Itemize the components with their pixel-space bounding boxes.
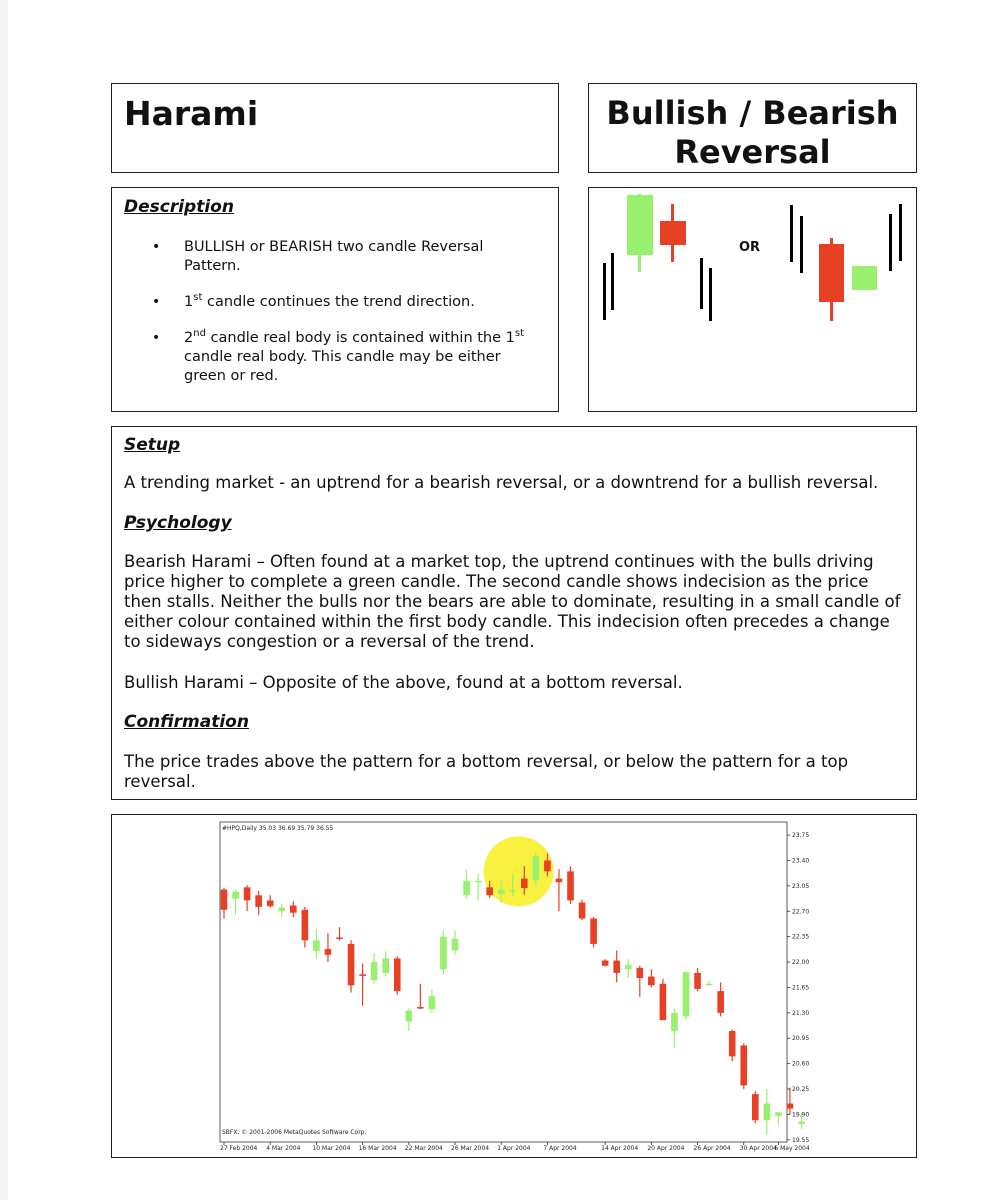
trend-stick (800, 216, 803, 273)
candle-body (267, 900, 274, 906)
x-tick-label: 16 Mar 2004 (358, 1145, 397, 1152)
y-tick-label: 23.05 (792, 882, 810, 890)
chart-header: #HPQ,Daily 35.03 36.69 35.79 36.55 (222, 825, 334, 832)
pattern-title: Harami (124, 94, 259, 133)
x-tick-label: 27 Feb 2004 (220, 1145, 258, 1152)
harami-highlight (484, 836, 554, 906)
x-tick-label: 26 Mar 2004 (451, 1145, 490, 1152)
x-tick-label: 22 Mar 2004 (404, 1145, 443, 1152)
candle-body (740, 1045, 747, 1085)
candle-body (509, 890, 516, 892)
bullet-sup: st (514, 328, 525, 340)
harami-mother-candle (627, 195, 653, 255)
candle-body (602, 961, 609, 966)
y-tick-label: 20.25 (792, 1086, 810, 1094)
pattern-illustration (589, 188, 915, 410)
pattern-type: Bullish / Bearish Reversal (606, 94, 899, 171)
y-tick-label: 20.60 (792, 1060, 810, 1068)
list-item (112, 329, 558, 386)
title-box (111, 83, 559, 173)
candle-body (440, 937, 447, 970)
candle-body (729, 1031, 736, 1056)
psychology-bullish-text: Bullish Harami – Opposite of the above, found at a bottom reversal. (124, 673, 683, 692)
confirmation-heading: Confirmation (124, 712, 249, 732)
bullet-text: 2 (184, 330, 194, 346)
candle-body (394, 958, 401, 991)
candlestick-chart (112, 815, 915, 1156)
candle-body (406, 1011, 413, 1022)
candle-body (521, 879, 528, 888)
y-tick-label: 19.90 (792, 1111, 810, 1119)
chart-box (111, 814, 917, 1158)
candle-body (463, 881, 470, 896)
candle-body (325, 949, 332, 955)
bullet-icon: • (152, 294, 161, 310)
y-tick-label: 22.00 (792, 959, 810, 967)
candle-body (798, 1122, 805, 1124)
candle-body (556, 879, 563, 883)
candle-body (221, 889, 228, 909)
y-tick-label: 19.55 (792, 1136, 810, 1144)
candle-body (648, 977, 655, 986)
candle-body (717, 991, 724, 1013)
candle-body (278, 908, 285, 912)
candle-body (417, 1007, 424, 1009)
x-tick-label: 30 Apr 2004 (739, 1145, 777, 1152)
trend-stick (790, 205, 793, 262)
bullet-text: 1 (184, 294, 194, 310)
candle-body (544, 860, 551, 871)
bullet-text: candle real body is contained within the 1 (205, 330, 515, 346)
explanation-box (111, 426, 917, 800)
candle-body (671, 1013, 678, 1031)
candle-body (302, 910, 309, 940)
y-tick-label: 23.40 (792, 857, 810, 865)
candle-body (452, 939, 459, 951)
harami-mother-candle (819, 244, 844, 302)
candle-body (290, 905, 297, 912)
candle-body (660, 984, 667, 1020)
or-label: OR (739, 240, 761, 255)
list-item (112, 238, 558, 276)
candle-body (787, 1104, 794, 1109)
confirmation-text: The price trades above the pattern for a bottom reversal, or below the pattern for a top reversal. (124, 752, 849, 791)
y-tick-label: 21.30 (792, 1009, 810, 1017)
y-tick-label: 23.75 (792, 832, 810, 840)
harami-inside-candle (852, 266, 877, 290)
x-tick-label: 1 Apr 2004 (497, 1145, 531, 1152)
x-tick-label: 6 May 2004 (774, 1145, 810, 1152)
candle-body (371, 962, 378, 980)
description-list (112, 238, 558, 403)
trend-stick (603, 263, 606, 320)
candle-body (429, 996, 436, 1009)
candle-body (348, 944, 355, 985)
psychology-heading: Psychology (124, 513, 232, 533)
candle-body (475, 881, 482, 883)
harami-inside-candle (660, 221, 686, 245)
candle-body (498, 889, 505, 893)
candle-body (579, 903, 586, 919)
trend-stick (611, 253, 614, 310)
candle-body (764, 1104, 771, 1121)
bullet-text: candle real body. This candle may be either green or red. (184, 349, 501, 384)
candle-body (382, 958, 389, 973)
x-tick-label: 7 Apr 2004 (543, 1145, 577, 1152)
description-heading: Description (124, 197, 234, 217)
candle-body (752, 1094, 759, 1120)
bullet-sup: nd (193, 328, 206, 340)
candle-body (694, 973, 701, 989)
bullet-sup: st (193, 292, 203, 304)
psychology-bearish-text: Bearish Harami – Often found at a market top, the uptrend continues with the bulls driving price higher to complete a green candle. The second candle shows indecision as the price then stalls. Neither the bulls nor the bears are able to dominate, resulting in a small candle of either colour contained within the first body candle. This indecision often precedes a change to sideways congestion or a reversal of the trend. (124, 552, 901, 651)
candle-body (567, 871, 574, 900)
list-item (112, 293, 558, 312)
candle-body (359, 974, 366, 976)
candle-body (625, 965, 632, 969)
x-tick-label: 14 Apr 2004 (601, 1145, 639, 1152)
candle-body (255, 895, 262, 907)
trend-stick (700, 258, 703, 309)
y-tick-label: 22.70 (792, 908, 810, 916)
pattern-illustration-box (588, 187, 917, 412)
page (8, 0, 991, 1200)
setup-text: A trending market - an uptrend for a bearish reversal, or a downtrend for a bullish reversal. (124, 473, 879, 492)
candle-body (232, 892, 239, 899)
bullet-icon: • (152, 330, 161, 346)
x-tick-label: 10 Mar 2004 (312, 1145, 351, 1152)
y-tick-label: 20.95 (792, 1035, 810, 1043)
candle-body (683, 972, 690, 1016)
setup-heading: Setup (124, 435, 181, 455)
trend-stick (889, 214, 892, 271)
x-tick-label: 26 Apr 2004 (693, 1145, 731, 1152)
trend-stick (899, 204, 902, 261)
chart-footer: SBFX, © 2001-2006 MetaQuotes Software Corp. (222, 1129, 367, 1136)
description-box (111, 187, 559, 412)
candle-body (336, 937, 343, 939)
bullet-text: candle continues the trend direction. (202, 294, 475, 310)
bullet-icon: • (152, 239, 161, 255)
candle-body (244, 887, 251, 900)
bullet-text: BULLISH or BEARISH two candle Reversal Pattern. (184, 239, 484, 274)
candle-body (590, 919, 597, 944)
candle-body (313, 940, 320, 951)
pattern-type-box (588, 83, 917, 173)
x-tick-label: 20 Apr 2004 (647, 1145, 685, 1152)
x-tick-label: 4 Mar 2004 (266, 1145, 301, 1152)
y-tick-label: 22.35 (792, 933, 810, 941)
candle-body (613, 961, 620, 973)
candle-body (637, 968, 644, 978)
trend-stick (709, 268, 712, 321)
candle-body (486, 887, 493, 895)
y-tick-label: 21.65 (792, 984, 810, 992)
candle-body (706, 984, 713, 986)
candle-body (775, 1112, 782, 1116)
candle-body (533, 856, 540, 880)
